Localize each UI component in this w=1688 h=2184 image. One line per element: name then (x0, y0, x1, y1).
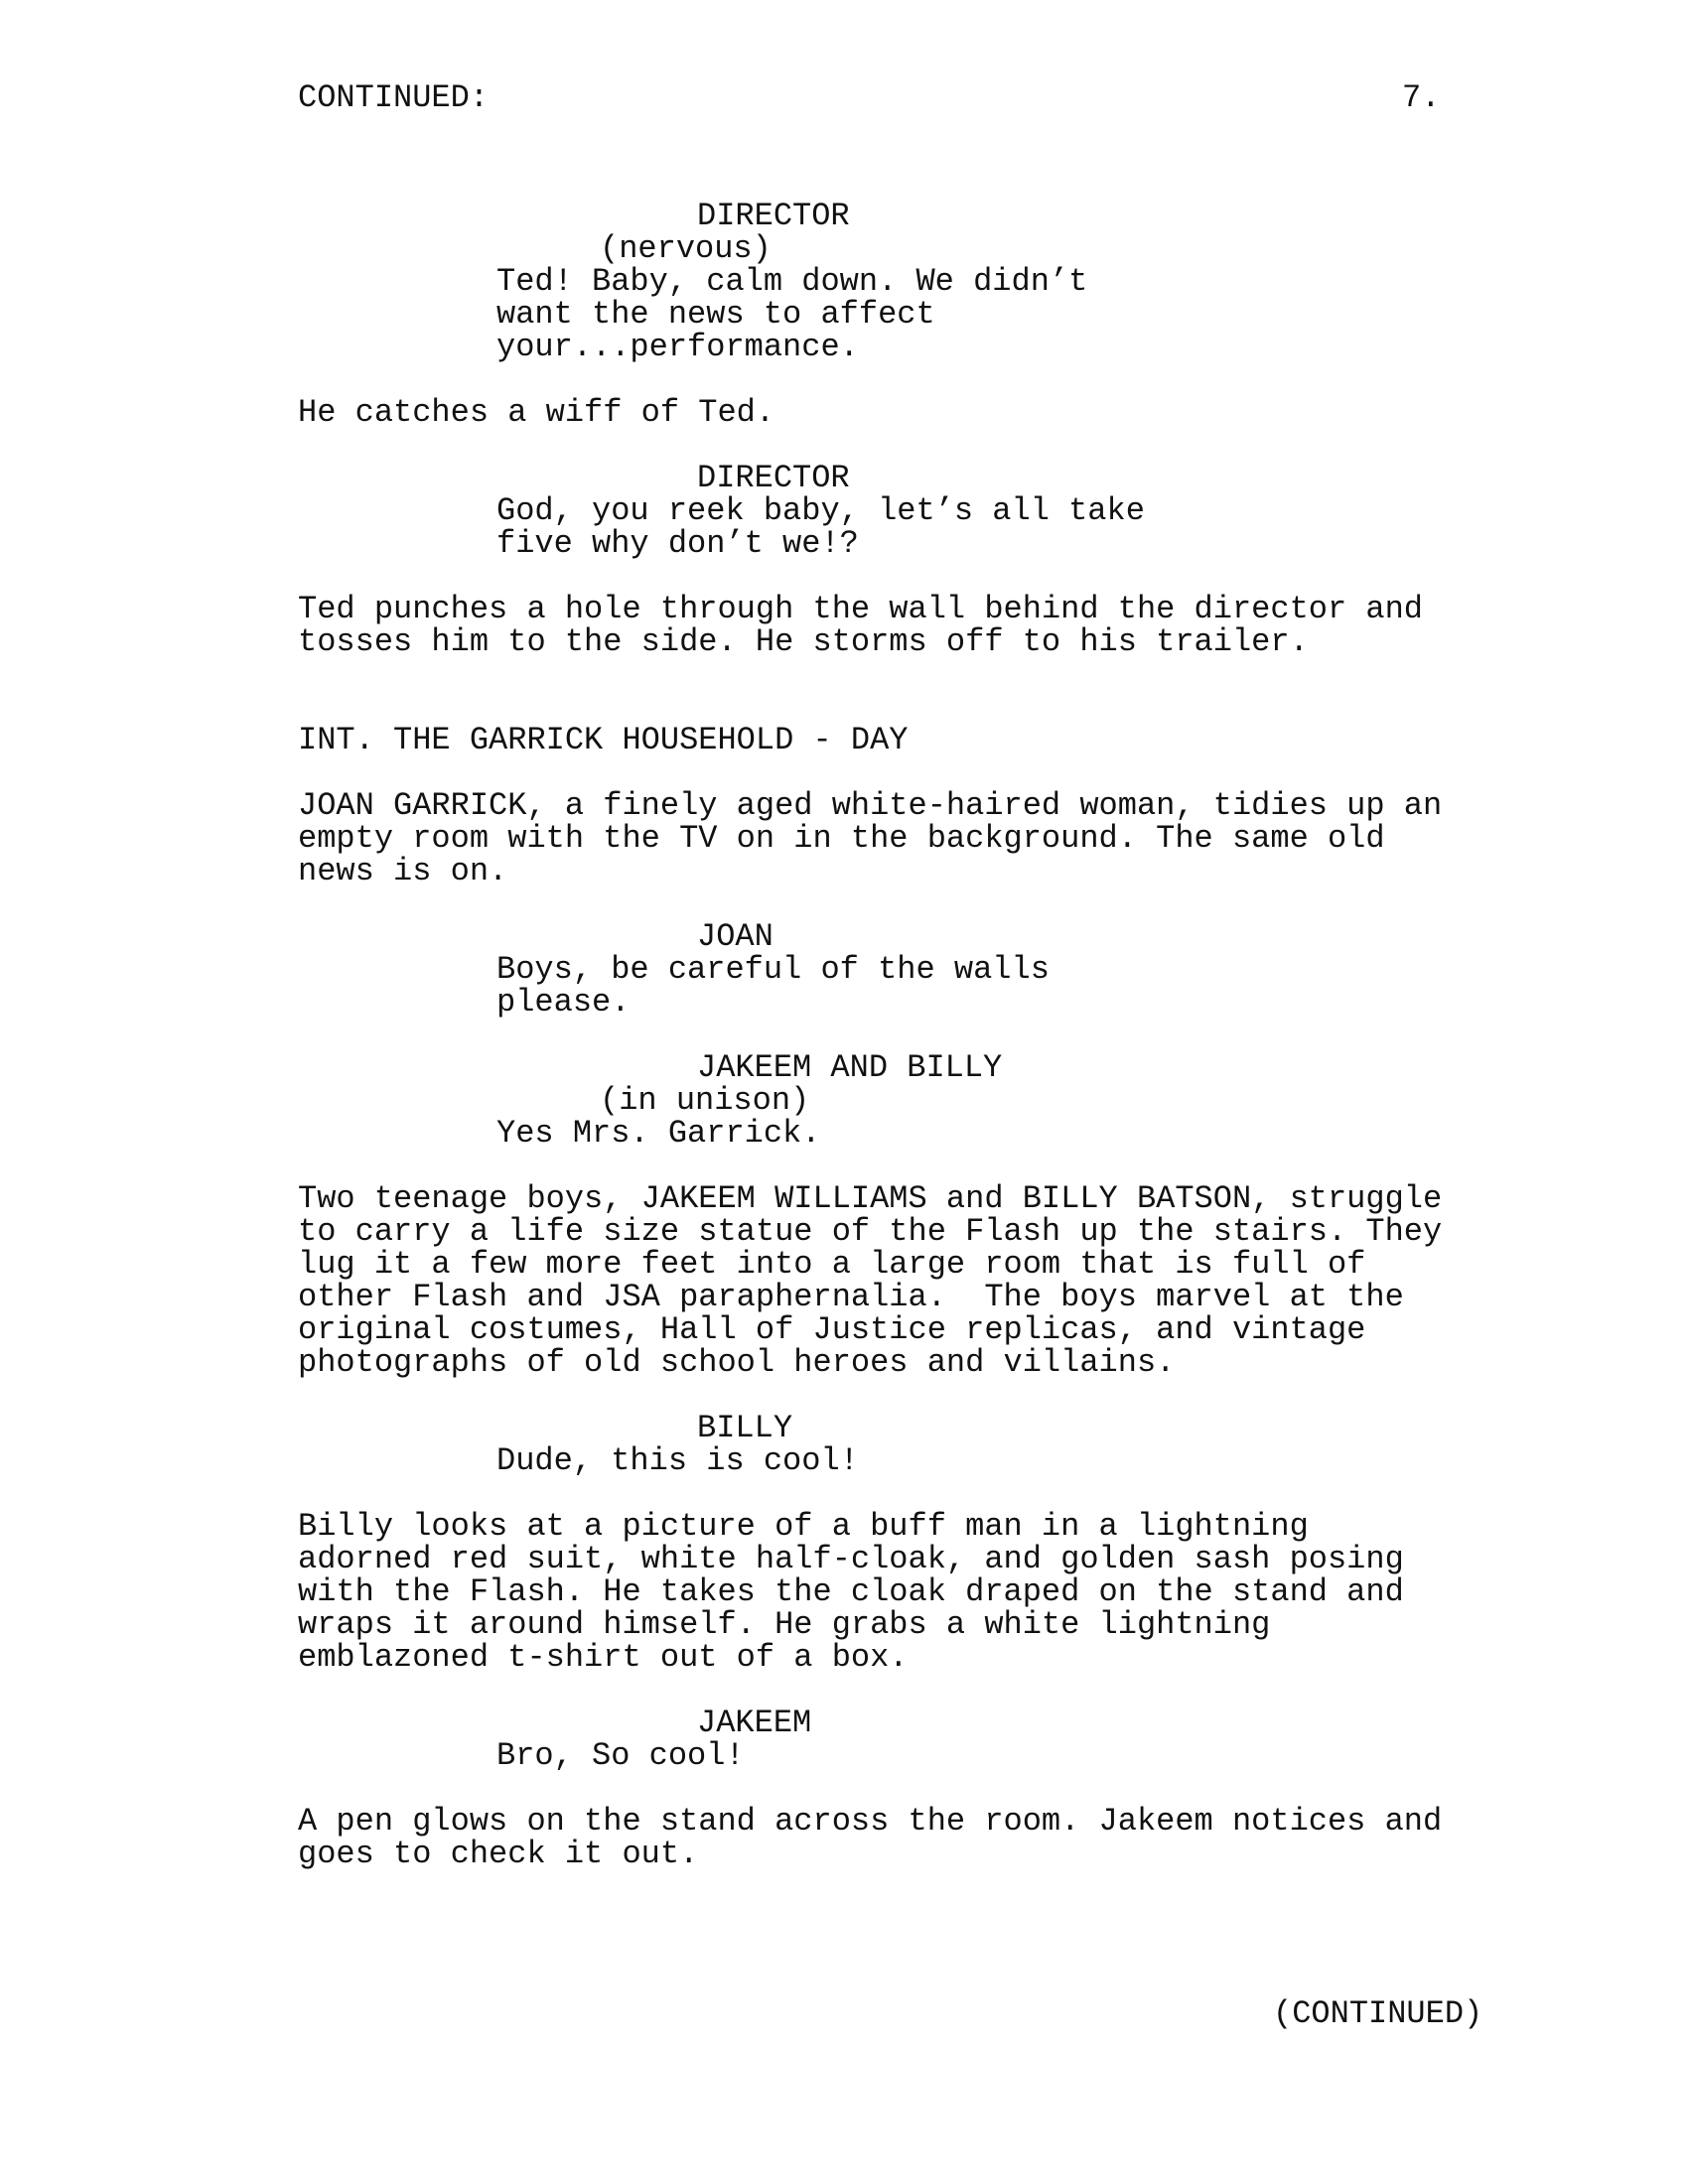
dialogue-line: Boys, be careful of the walls (496, 951, 1050, 988)
action-line: Ted punches a hole through the wall behind the director and (298, 591, 1423, 627)
character-cue: JAKEEM AND BILLY (697, 1049, 1003, 1086)
action-line: tosses him to the side. He storms off to his trailer. (298, 623, 1309, 660)
action-line: empty room with the TV on in the background. The same old (298, 820, 1385, 857)
parenthetical: (nervous) (600, 230, 772, 267)
dialogue-line: want the news to affect (496, 296, 935, 333)
page-number: 7. (1402, 79, 1441, 116)
action-line: emblazoned t-shirt out of a box. (298, 1639, 909, 1676)
character-cue: BILLY (697, 1410, 793, 1446)
dialogue-line: Yes Mrs. Garrick. (496, 1115, 821, 1152)
action-line: He catches a wiff of Ted. (298, 394, 775, 431)
character-cue: DIRECTOR (697, 460, 850, 496)
scene-heading: INT. THE GARRICK HOUSEHOLD - DAY (298, 722, 909, 758)
action-line: adorned red suit, white half-cloak, and golden sash posing (298, 1541, 1404, 1577)
action-line: JOAN GARRICK, a finely aged white-haired woman, tidies up an (298, 787, 1443, 824)
dialogue-line: please. (496, 984, 631, 1021)
action-line: lug it a few more feet into a large room that is full of (298, 1246, 1366, 1283)
action-line: Two teenage boys, JAKEEM WILLIAMS and BILLY BATSON, struggle (298, 1180, 1443, 1217)
dialogue-line: your...performance. (496, 329, 859, 365)
action-line: with the Flash. He takes the cloak draped on the stand and (298, 1573, 1404, 1610)
action-line: Billy looks at a picture of a buff man in a lightning (298, 1508, 1309, 1545)
character-cue: JAKEEM (697, 1705, 812, 1741)
dialogue-line: God, you reek baby, let’s all take (496, 492, 1145, 529)
action-line: original costumes, Hall of Justice replicas, and vintage (298, 1311, 1366, 1348)
action-line: goes to check it out. (298, 1836, 699, 1872)
dialogue-line: five why don’t we!? (496, 525, 859, 562)
action-line: other Flash and JSA paraphernalia. The boys marvel at the (298, 1279, 1404, 1315)
continued-footer: (CONTINUED) (1273, 1995, 1483, 2032)
action-line: to carry a life size statue of the Flash up the stairs. They (298, 1213, 1443, 1250)
character-cue: DIRECTOR (697, 198, 850, 234)
dialogue-line: Bro, So cool! (496, 1737, 745, 1774)
action-line: wraps it around himself. He grabs a white lightning (298, 1606, 1271, 1643)
character-cue: JOAN (697, 918, 774, 955)
action-line: A pen glows on the stand across the room. Jakeem notices and (298, 1803, 1443, 1840)
action-line: news is on. (298, 853, 508, 889)
continued-header: CONTINUED: (298, 79, 490, 116)
parenthetical: (in unison) (600, 1082, 810, 1119)
dialogue-line: Ted! Baby, calm down. We didn’t (496, 263, 1088, 300)
action-line: photographs of old school heroes and villains. (298, 1344, 1176, 1381)
dialogue-line: Dude, this is cool! (496, 1442, 859, 1479)
